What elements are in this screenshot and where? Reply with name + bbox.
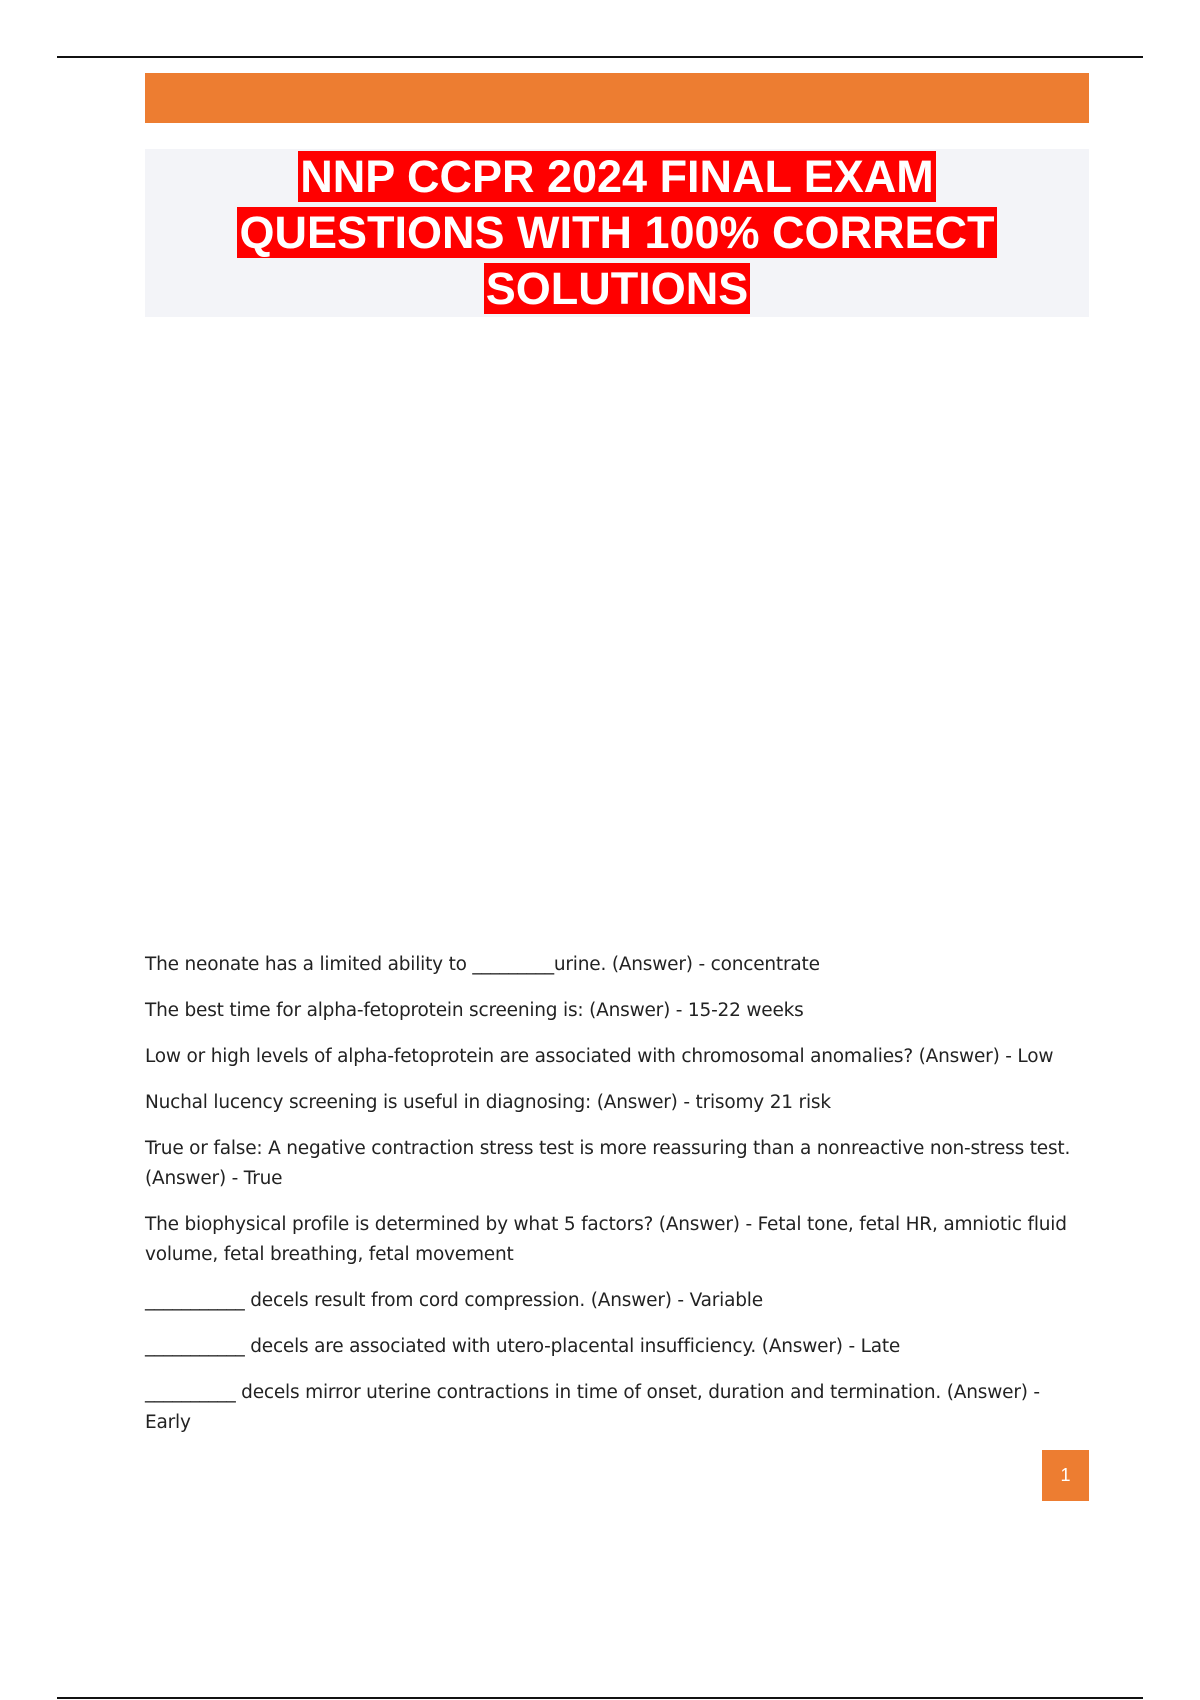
title-line-1: NNP CCPR 2024 FINAL EXAM xyxy=(300,151,934,202)
question-item: The biophysical profile is determined by what 5 factors? (Answer) - Fetal tone, fetal HR, amniotic fluid volume, fetal breathing, fetal movement xyxy=(145,1214,1067,1265)
question-item: Low or high levels of alpha-fetoprotein are associated with chromosomal anomalies? (Answer) - Low xyxy=(145,1046,1054,1067)
header-accent-bar xyxy=(145,73,1089,123)
question-item: The best time for alpha-fetoprotein screening is: (Answer) - 15-22 weeks xyxy=(145,1000,804,1021)
title-box xyxy=(145,149,1089,317)
page-number-badge xyxy=(1042,1450,1089,1501)
question-list xyxy=(145,950,1075,1454)
page-number: 1 xyxy=(1060,1465,1071,1485)
title-line-2: QUESTIONS WITH 100% CORRECT xyxy=(239,207,995,258)
question-item: The neonate has a limited ability to _________urine. (Answer) - concentrate xyxy=(145,954,820,975)
question-item: Nuchal lucency screening is useful in diagnosing: (Answer) - trisomy 21 risk xyxy=(145,1092,831,1113)
question-item: ___________ decels result from cord compression. (Answer) - Variable xyxy=(145,1290,763,1311)
bottom-rule xyxy=(57,1697,1143,1699)
document-title xyxy=(237,149,996,317)
question-item: True or false: A negative contraction stress test is more reassuring than a nonreactive non-stress test. (Answer) - True xyxy=(145,1138,1071,1189)
question-item: __________ decels mirror uterine contractions in time of onset, duration and termination. (Answer) - Early xyxy=(145,1382,1040,1433)
question-item: ___________ decels are associated with utero-placental insufficiency. (Answer) - Late xyxy=(145,1336,901,1357)
title-line-3: SOLUTIONS xyxy=(485,263,749,314)
top-rule xyxy=(57,56,1143,58)
